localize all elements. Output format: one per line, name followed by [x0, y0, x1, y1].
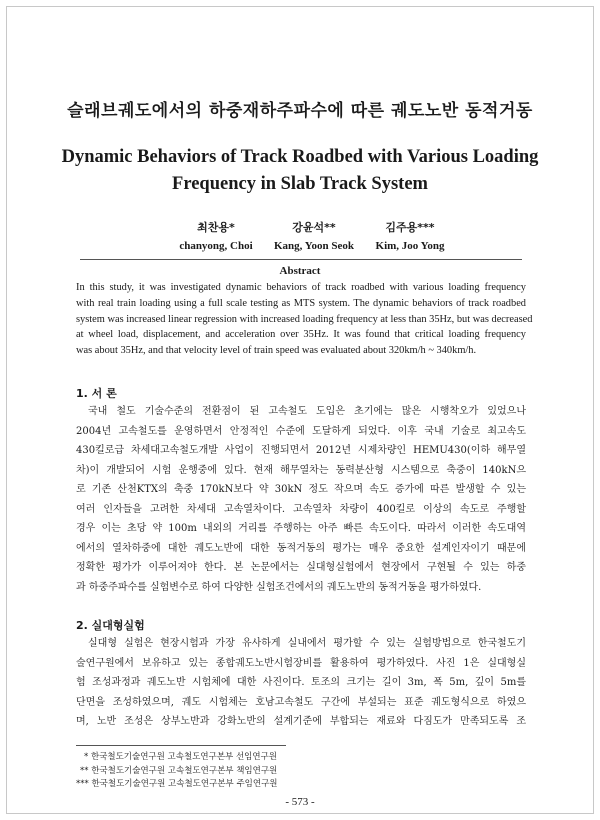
footnote: * 한국철도기술연구원 고속철도연구본부 선임연구원	[84, 752, 277, 762]
author-3	[340, 220, 480, 254]
author-name-en: Kang, Yoon Seok	[274, 240, 354, 252]
footnote-divider	[76, 745, 286, 746]
abstract-body	[76, 280, 533, 359]
body-line: 에서의 열차하중에 대한 궤도노반에 대한 동적거동의 평가는 매우 중요한 설계인자이기 때문에	[76, 542, 526, 554]
section-body-full-scale-test	[76, 634, 526, 732]
body-line: 실대형 실험은 현장시험과 가장 유사하게 실내에서 평가할 수 있는 실험방법으로 한국철도기	[88, 638, 526, 649]
body-line: 과 하중주파수를 실험변수로 하여 다양한 실험조건에서의 궤도노반의 동적거동을 평가하였다.	[76, 581, 482, 593]
abstract-line: system was increased linear regression with increased loading frequency at less than 35Hz, but was decreased	[76, 313, 533, 325]
body-line: 험 조성과정과 궤도노반 시험체에 대한 사진이다. 토조의 크기는 길이 3m, 폭 5m, 깊이 5m를	[76, 677, 526, 688]
author-name-kr: 김주용***	[385, 221, 435, 234]
footnotes	[76, 751, 278, 792]
section-heading-introduction: 1. 서 론	[76, 387, 117, 400]
body-line: 경우 이는 초당 약 100m 내외의 거리를 주행하는 아주 빠른 속도이다. 따라서 이러한 속도대역	[76, 523, 526, 534]
body-line: 로 기존 산천KTX의 축중 170kN보다 약 30kN 정도 작으며 속도 증가에 따른 발생할 수 있는	[76, 484, 526, 495]
body-line: 2004년 고속철도를 운영하면서 안정적인 수준에 도달하게 되었다. 이후 국내 기술로 최고속도	[76, 425, 526, 437]
body-line: 단면을 조성하였으며, 궤도 시험체는 호남고속철도 구간에 부설되는 표준 궤도형식으로 하였으	[76, 696, 526, 708]
abstract-line: with real train loading using a full scale testing as MTS system. The dynamic behaviors of track roadbed	[76, 297, 526, 309]
footnote: *** 한국철도기술연구원 고속철도연구본부 주임연구원	[76, 779, 278, 789]
page-number: - 573 -	[285, 796, 315, 808]
author-name-en: Kim, Joo Yong	[375, 240, 445, 252]
section-heading-full-scale-test: 2. 실대형실험	[76, 619, 145, 632]
abstract-line: In this study, it was investigated dynamic behaviors of track roadbed with various loading frequency	[76, 282, 526, 293]
author-name-kr: 최찬용*	[197, 221, 235, 234]
body-line: 며, 노반 조성은 상부노반과 강화노반의 설계기준에 부합되는 재료와 다짐도가 만족되도록 조	[76, 716, 526, 727]
abstract-line: was about 35Hz, and that velocity level of train speed was evaluated about 320km/h ~ 340km/h.	[76, 345, 477, 357]
body-line: 차)이 개발되어 시험 운행중에 있다. 현재 해무열차는 동력분산형 시스템으로 축중이 140kN으	[76, 464, 526, 476]
abstract-line: at wheel load, displacement, and acceleration over 35Hz. It was found that critical loading frequency	[76, 329, 526, 341]
body-line: 정확한 평가가 이루어져야 한다. 본 논문에서는 실대형실험에서 현장에서 구현될 수 있는 하중	[76, 562, 526, 573]
section-body-introduction	[76, 402, 526, 597]
korean-title: 슬래브궤도에서의 하중재하주파수에 따른 궤도노반 동적거동	[67, 101, 533, 121]
author-name-en: chanyong, Choi	[179, 240, 253, 252]
body-line: 여러 인자들을 고려한 차세대 고속열차이다. 고속열차 차량이 400킬로 이상의 속도로 주행할	[76, 503, 526, 515]
body-line: 술연구원에서 보유하고 있는 종합궤도노반시험장비를 활용하여 평가하였다. 사진 1은 실대형실	[76, 657, 526, 669]
header-divider	[80, 259, 522, 260]
body-line: 국내 철도 기술수준의 전환점이 된 고속철도 도입은 초기에는 많은 시행착오가 있었으나	[88, 406, 526, 417]
body-line: 430킬로급 차세대고속철도개발 사업이 진행되면서 2012년 시제차량인 HEMU430(이하 해무열	[76, 445, 526, 456]
footnote: ** 한국철도기술연구원 고속철도연구본부 책임연구원	[80, 765, 278, 776]
english-title: Dynamic Behaviors of Track Roadbed with Various Loading Frequency in Slab Track System	[61, 147, 539, 194]
author-name-kr: 강윤석**	[292, 221, 336, 234]
abstract-heading: Abstract	[279, 265, 321, 277]
